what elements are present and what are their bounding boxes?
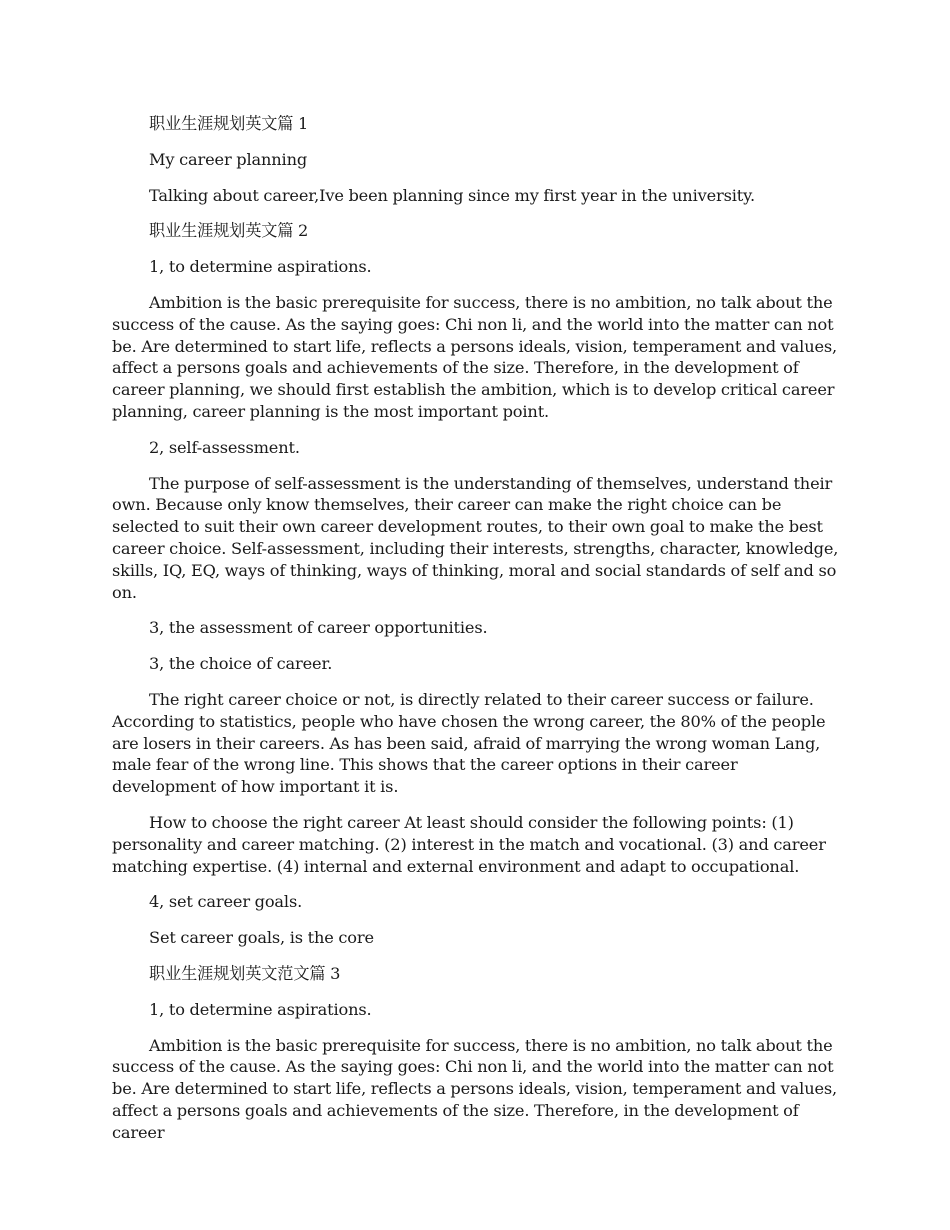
title-line: My career planning bbox=[149, 149, 308, 169]
body-paragraph: How to choose the right career At least should consider the following points: (1) personality and career matching. (2) interest in the match and vocational. (3) and career matching expertise. (4) internal and external environment and adapt to occupational. bbox=[112, 812, 826, 876]
heading-part-1: 职业生涯规划英文篇 1 bbox=[149, 114, 309, 133]
body-paragraph: The purpose of self-assessment is the understanding of themselves, understand their own. Because only know themselves, their career can make the right choice can be selected to suit their own career development routes, to their own goal to make the best career choice. Self-assessment, including their interests, strengths, character, knowledge, skills, IQ, EQ, ways of thinking, ways of thinking, moral and social standards of self and so on. bbox=[112, 473, 839, 602]
body-paragraph: The right career choice or not, is directly related to their career success or failure. According to statistics, people who have chosen the wrong career, the 80% of the people are losers in their careers. As has been said, afraid of marrying the wrong woman Lang, male fear of the wrong line. This shows that the career options in their career development of how important it is. bbox=[112, 689, 826, 797]
section-heading: 4, set career goals. bbox=[149, 892, 303, 912]
section-heading: 1, to determine aspirations. bbox=[149, 999, 372, 1019]
body-paragraph: Ambition is the basic prerequisite for success, there is no ambition, no talk about the success of the cause. As the saying goes: Chi non li, and the world into the matter can not be. Are determined to start life, reflects a persons ideals, vision, temperament and values, affect a persons goals and achievements of the size. Therefore, in the development of career bbox=[112, 1035, 838, 1142]
section-heading: 3, the choice of career. bbox=[149, 654, 333, 674]
document-page bbox=[112, 113, 840, 1157]
heading-part-3: 职业生涯规划英文范文篇 3 bbox=[149, 963, 341, 983]
body-paragraph: Ambition is the basic prerequisite for success, there is no ambition, no talk about the success of the cause. As the saying goes: Chi non li, and the world into the matter can not be. Are determined to start life, reflects a persons ideals, vision, temperament and values, affect a persons goals and achievements of the size. Therefore, in the development of career planning, we should first establish the ambition, which is to develop critical career planning, career planning is the most important point. bbox=[112, 292, 838, 421]
section-heading: 2, self-assessment. bbox=[149, 437, 300, 457]
heading-part-2: 职业生涯规划英文篇 2 bbox=[149, 221, 309, 241]
section-heading: 3, the assessment of career opportunities. bbox=[149, 618, 488, 638]
body-paragraph: Set career goals, is the core bbox=[149, 928, 374, 948]
intro-paragraph: Talking about career,Ive been planning since my first year in the university. bbox=[149, 185, 755, 205]
section-heading: 1, to determine aspirations. bbox=[149, 257, 372, 277]
